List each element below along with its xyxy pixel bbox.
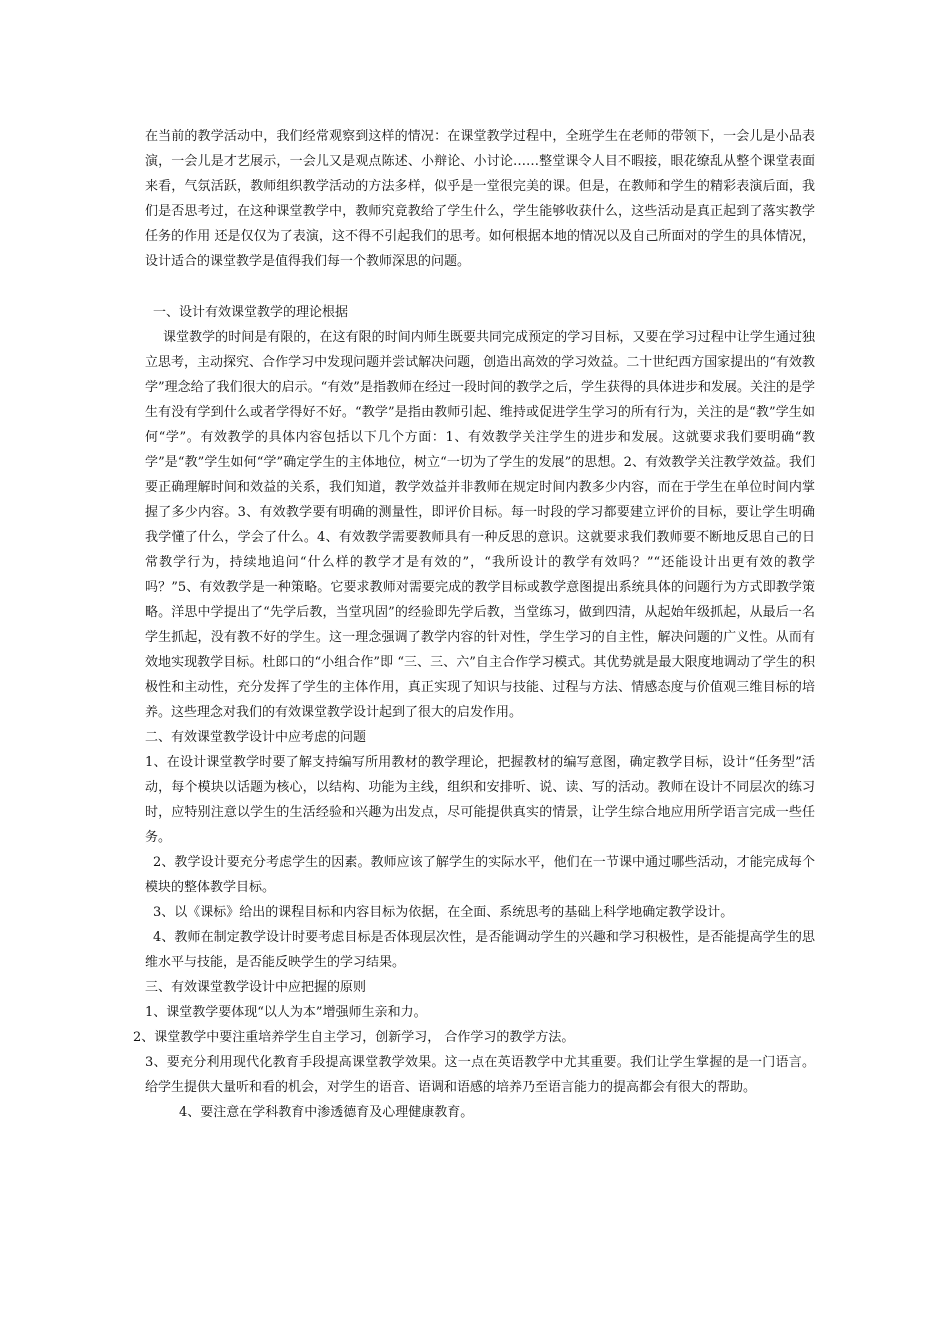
section2-item: 3、以《课标》给出的课程目标和内容目标为依据，在全面、系统思考的基础上科学地确定教学设计。: [153, 905, 734, 920]
section2-item: 4、教师在制定教学设计时要考虑目标是否体现层次性，是否能调动学生的兴趣和学习积极性，是否能提高学生的思维水平与技能，是否能反映学生的学习结果。: [145, 930, 815, 970]
section3-heading: 三、有效课堂教学设计中应把握的原则: [145, 980, 367, 995]
paragraph-gap: [145, 274, 815, 300]
section2-item: 1、在设计课堂教学时要了解支持编写所用教材的教学理论，把握教材的编写意图，确定教学目标，设计“任务型”活动，每个模块以话题为核心，以结构、功能为主线，组织和安排听、说、读、写的活动。教师在设计不同层次的练习时，应特别注意以学生的生活经验和兴趣为出发点，尽可能提供真实的情景，让学生综合地应用所学语言完成一些任务。: [145, 755, 815, 845]
section3-item: 2、课堂教学中要注重培养学生自主学习，创新学习， 合作学习的教学方法。: [133, 1030, 575, 1045]
section3-item: 3、要充分利用现代化教育手段提高课堂教学效果。这一点在英语教学中尤其重要。我们让学生掌握的是一门语言。给学生提供大量听和看的机会，对学生的语音、语调和语感的培养乃至语言能力的提高都会有很大的帮助。: [145, 1055, 815, 1095]
section1-body: 课堂教学的时间是有限的，在这有限的时间内师生既要共同完成预定的学习目标，又要在学习过程中让学生通过独立思考，主动探究、合作学习中发现问题并尝试解决问题，创造出高效的学习效益。二十世纪西方国家提出的“有效教学”理念给了我们很大的启示。“有效”是指教师在经过一段时间的教学之后，学生获得的具体进步和发展。关注的是学生有没有学到什么或者学得好不好。“教学”是指由教师引起、维持或促进学生学习的所有行为，关注的是“教”学生如何“学”。有效教学的具体内容包括以下几个方面：1、有效教学关注学生的进步和发展。这就要求我们要明确“教学”是“教”学生如何“学”确定学生的主体地位，树立“一切为了学生的发展”的思想。2、有效教学关注教学效益。我们要正确理解时间和效益的关系，我们知道，教学效益并非教师在规定时间内教多少内容，而在于学生在单位时间内掌握了多少内容。3、有效教学要有明确的测量性，即评价目标。每一时段的学习都要建立评价的目标，要让学生明确我学懂了什么，学会了什么。4、有效教学需要教师具有一种反思的意识。这就要求我们教师要不断地反思自己的日常教学行为，持续地追问“什么样的教学才是有效的”，“我所设计的教学有效吗？”“还能设计出更有效的教学吗？”5、有效教学是一种策略。它要求教师对需要完成的教学目标或教学意图提出系统具体的问题行为方式即教学策略。洋思中学提出了“先学后教，当堂巩固”的经验即先学后教，当堂练习，做到四清，从起始年级抓起，从最后一名学生抓起，没有教不好的学生。这一理念强调了教学内容的针对性，学生学习的自主性，解决问题的广义性。从而有效地实现教学目标。杜郎口的“小组合作”即 “三、三、六”自主合作学习模式。其优势就是最大限度地调动了学生的积极性和主动性，充分发挥了学生的主体作用，真正实现了知识与技能、过程与方法、情感态度与价值观三维目标的培养。这些理念对我们的有效课堂教学设计起到了很大的启发作用。: [145, 330, 815, 720]
section3-item: 4、要注意在学科教育中渗透德育及心理健康教育。: [179, 1105, 474, 1120]
section2-item: 2、教学设计要充分考虑学生的因素。教师应该了解学生的实际水平，他们在一节课中通过哪些活动，才能完成每个模块的整体教学目标。: [145, 855, 815, 895]
document-body: [133, 124, 815, 1125]
intro-paragraph: 在当前的教学活动中，我们经常观察到这样的情况：在课堂教学过程中，全班学生在老师的带领下，一会儿是小品表演，一会儿是才艺展示，一会儿又是观点陈述、小辩论、小讨论……整堂课令人目不暇接，眼花缭乱从整个课堂表面来看，气氛活跃，教师组织教学活动的方法多样，似乎是一堂很完美的课。但是，在教师和学生的精彩表演后面，我们是否思考过，在这种课堂教学中，教师究竟教给了学生什么，学生能够收获什么，这些活动是真正起到了落实教学任务的作用 还是仅仅为了表演，这不得不引起我们的思考。如何根据本地的情况以及自己所面对的学生的具体情况， 设计适合的课堂教学是值得我们每一个教师深思的问题。: [145, 129, 815, 269]
section3-item: 1、课堂教学要体现“以人为本”增强师生亲和力。: [145, 1005, 427, 1020]
section1-heading: 一、设计有效课堂教学的理论根据: [153, 305, 349, 320]
section2-heading: 二、有效课堂教学设计中应考虑的问题: [145, 730, 367, 745]
